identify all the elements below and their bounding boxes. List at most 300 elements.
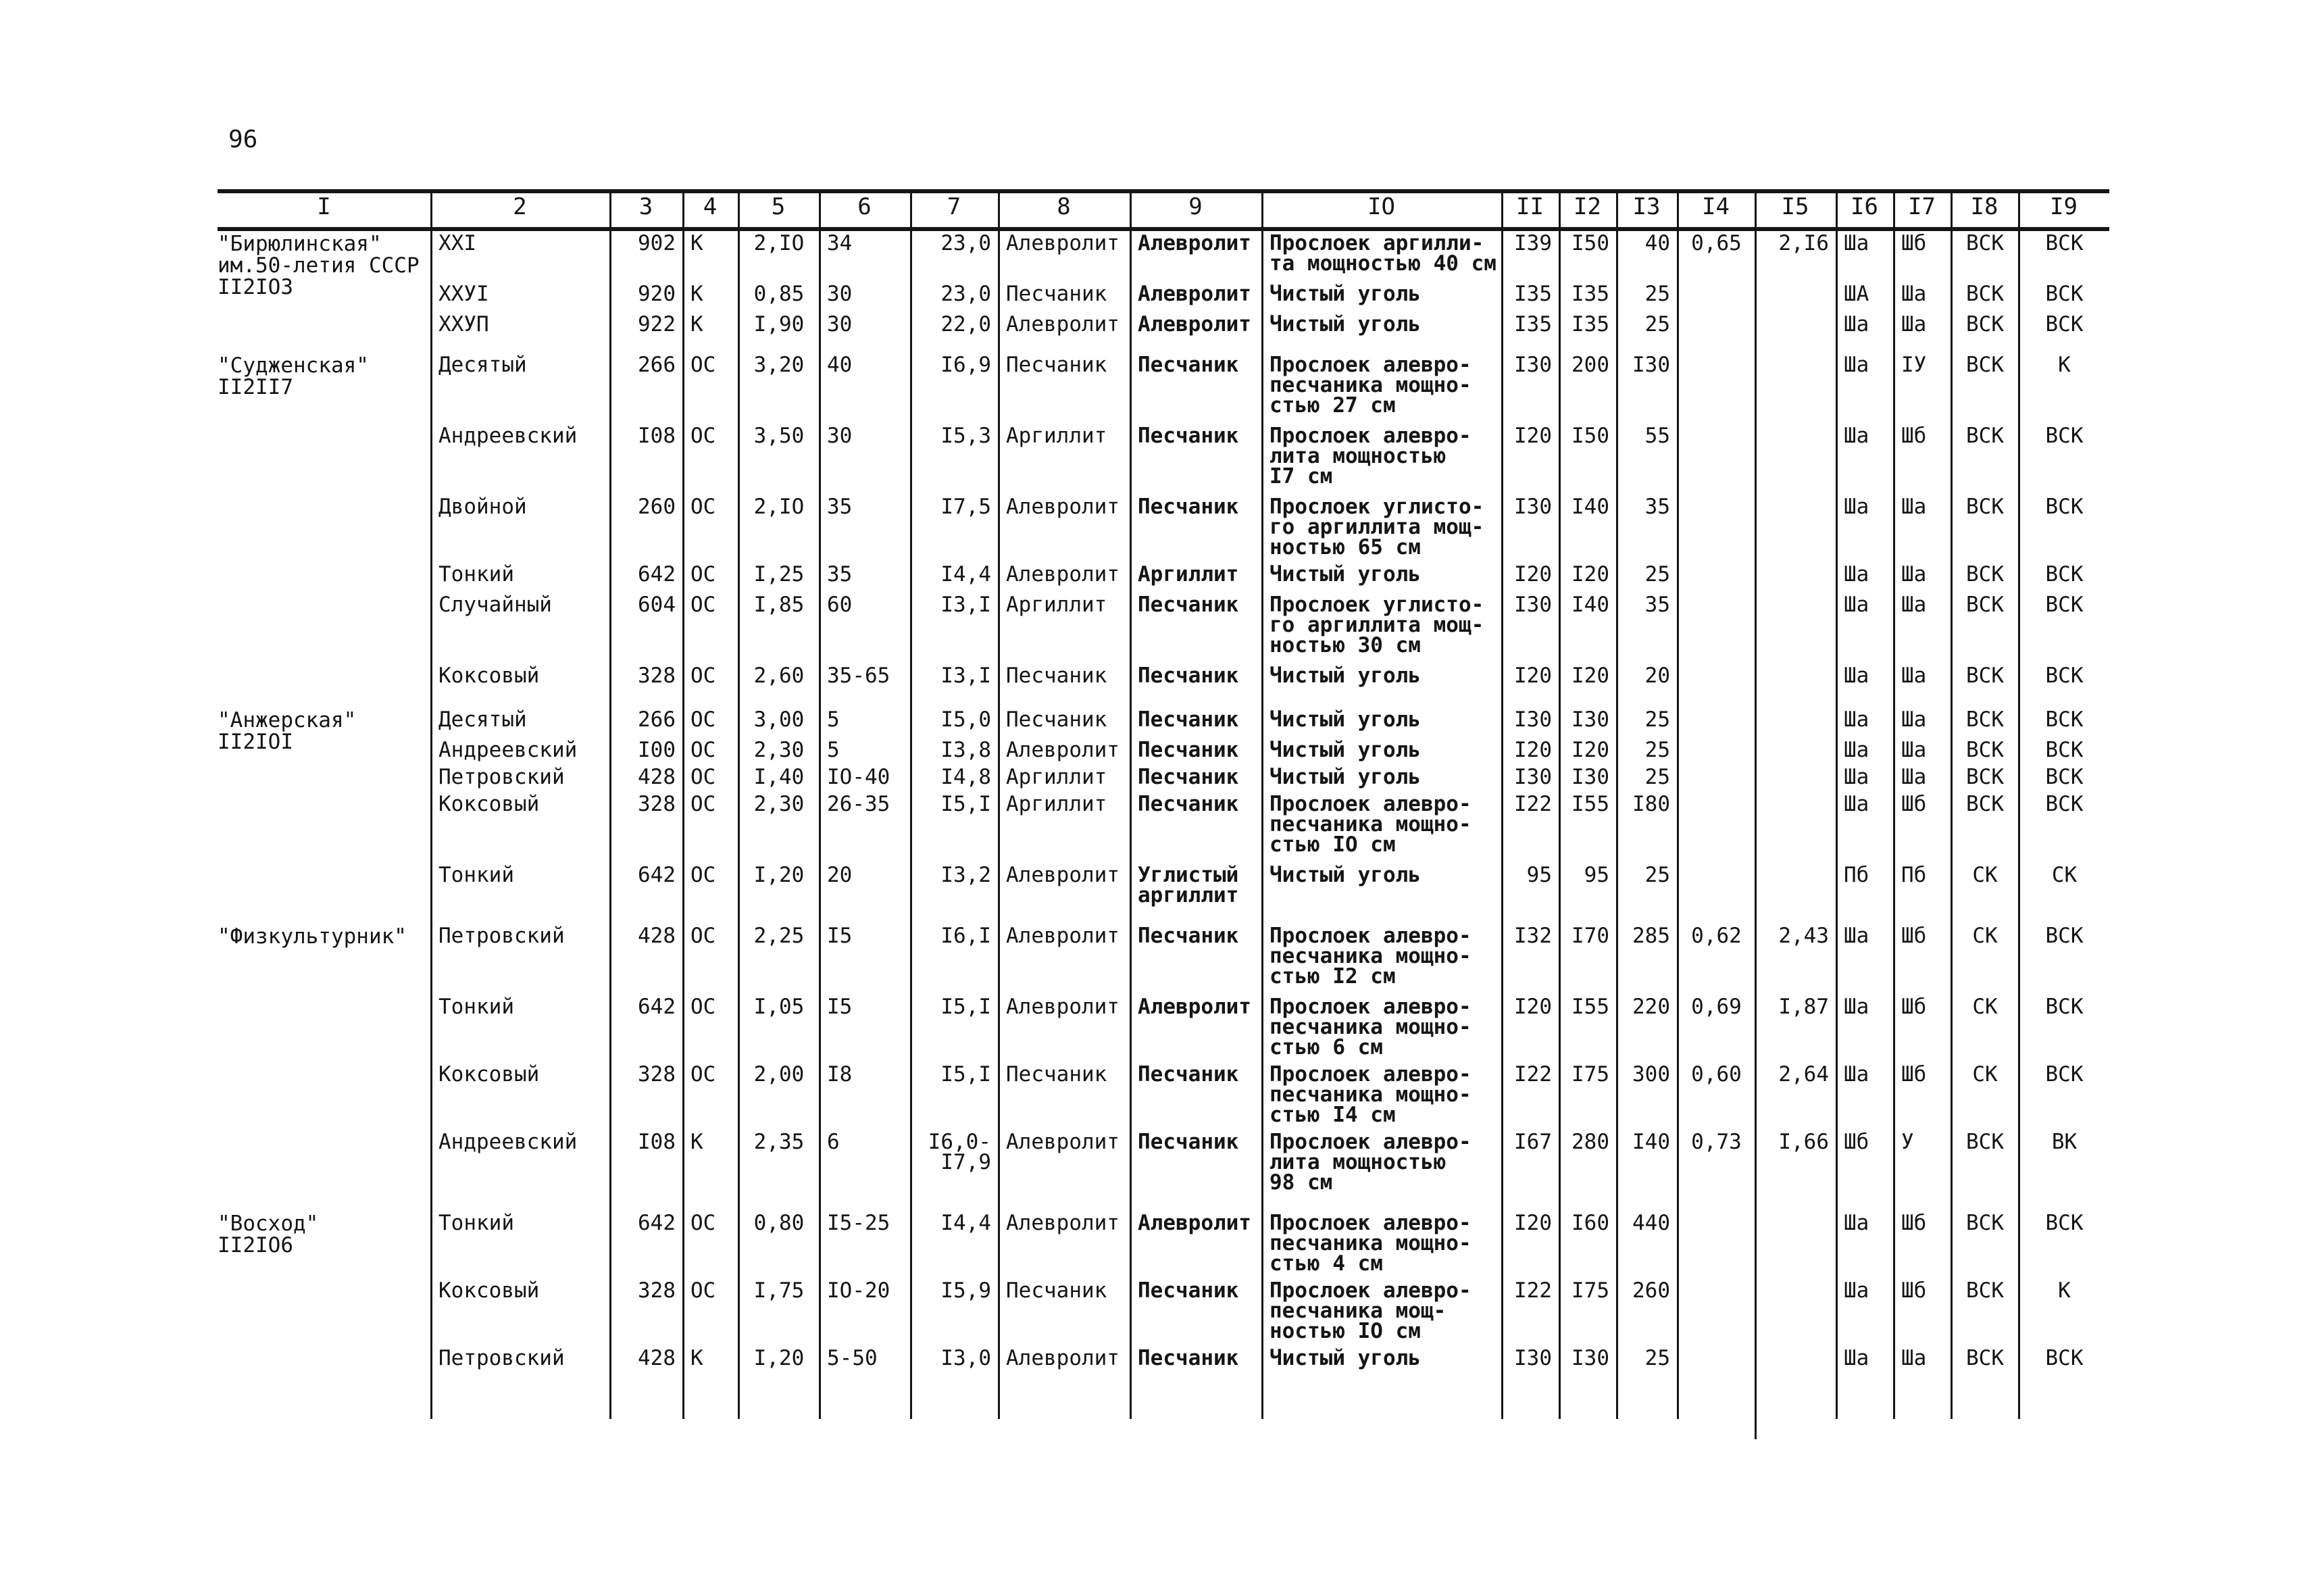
cell-col-10: Прослоек алевро- песчаника мощно- стью 4 см	[1269, 1211, 1472, 1276]
cell-col-18: ВСК	[1966, 593, 2004, 617]
cell-col-8: Аргиллит	[1006, 593, 1107, 617]
page-number: 96	[228, 126, 258, 153]
cell-col-11: I35	[1514, 312, 1552, 336]
cell-col-2: XXУI	[438, 282, 489, 306]
cell-col-8: Алевролит	[1006, 1346, 1120, 1370]
header-cell-17: I7	[1908, 193, 1936, 220]
header-cell-9: 9	[1188, 193, 1203, 220]
cell-col-2: Коксовый	[438, 792, 540, 816]
cell-col-11: I39	[1514, 231, 1552, 255]
cell-col-13: 25	[1644, 562, 1670, 587]
cell-col-4: ОС	[690, 995, 716, 1019]
cell-col-9: Алевролит	[1138, 312, 1251, 336]
cell-col-17: Шб	[1901, 924, 1927, 948]
cell-col-18: СК	[1972, 863, 1998, 887]
cell-col-13: 55	[1644, 424, 1670, 448]
cell-col-3: I08	[638, 1130, 676, 1154]
cell-col-9: Алевролит	[1138, 282, 1251, 306]
cell-col-13: 25	[1644, 765, 1670, 789]
cell-col-16: Ша	[1844, 231, 1869, 255]
cell-col-19: ВСК	[2045, 495, 2084, 519]
cell-col-6: 26-35	[827, 792, 890, 816]
cell-col-16: Ша	[1844, 738, 1869, 762]
cell-col-5: I,40	[753, 765, 805, 789]
cell-col-2: Тонкий	[438, 1211, 514, 1235]
cell-col-4: ОС	[690, 738, 716, 762]
cell-col-2: Андреевский	[438, 424, 578, 448]
cell-col-8: Песчаник	[1006, 282, 1107, 306]
cell-col-3: 328	[638, 1062, 676, 1087]
header-cell-19: I9	[2050, 193, 2078, 220]
cell-col-10: Чистый уголь	[1269, 863, 1421, 887]
cell-col-11: I30	[1514, 765, 1552, 789]
cell-col-12: I75	[1571, 1062, 1609, 1087]
cell-col-4: ОС	[690, 495, 716, 519]
cell-col-8: Песчаник	[1006, 1278, 1107, 1303]
cell-col-9: Песчаник	[1138, 1346, 1239, 1370]
cell-col-19: ВСК	[2045, 924, 2084, 948]
cell-col-5: I,20	[753, 863, 805, 887]
cell-col-8: Песчаник	[1006, 707, 1107, 732]
cell-col-17: IУ	[1901, 353, 1927, 377]
cell-col-5: 2,30	[753, 792, 805, 816]
cell-col-19: ВСК	[2045, 562, 2084, 587]
cell-col-18: ВСК	[1966, 312, 2004, 336]
cell-col-11: I30	[1514, 495, 1552, 519]
cell-col-17: Шб	[1901, 424, 1927, 448]
cell-col-5: 2,IO	[753, 495, 805, 519]
header-cell-1: I	[317, 193, 331, 220]
cell-col-6: 5	[827, 738, 840, 762]
cell-col-4: ОС	[690, 765, 716, 789]
cell-col-18: СК	[1972, 1062, 1998, 1087]
cell-col-16: Ша	[1844, 707, 1869, 732]
cell-col-16: Ша	[1844, 495, 1869, 519]
cell-col-11: I30	[1514, 593, 1552, 617]
cell-col-11: I30	[1514, 353, 1552, 377]
cell-col-6: 20	[827, 863, 853, 887]
cell-col-16: Ша	[1844, 1278, 1869, 1303]
cell-col-3: 328	[638, 664, 676, 688]
header-cell-3: 3	[638, 193, 653, 220]
cell-col-3: 642	[638, 995, 676, 1019]
cell-col-17: Ша	[1901, 593, 1927, 617]
cell-col-8: Алевролит	[1006, 312, 1120, 336]
cell-col-5: 3,50	[753, 424, 805, 448]
cell-col-17: Шб	[1901, 1062, 1927, 1087]
cell-col-14: 0,60	[1691, 1062, 1742, 1087]
cell-col-18: ВСК	[1966, 282, 2004, 306]
cell-col-10: Чистый уголь	[1269, 738, 1421, 762]
cell-col-12: I50	[1571, 424, 1609, 448]
cell-col-10: Чистый уголь	[1269, 282, 1421, 306]
cell-col-12: I75	[1571, 1278, 1609, 1303]
cell-col-7: I5,9	[940, 1278, 991, 1303]
cell-col-10: Чистый уголь	[1269, 312, 1421, 336]
cell-col-6: IO-40	[827, 765, 890, 789]
cell-col-7: I6,9	[940, 353, 991, 377]
cell-col-3: 604	[638, 593, 676, 617]
column-divider	[1755, 189, 1757, 1439]
cell-col-2: Тонкий	[438, 863, 514, 887]
cell-col-5: I,75	[753, 1278, 805, 1303]
cell-col-7: I3,0	[940, 1346, 991, 1370]
cell-col-14: 0,65	[1691, 231, 1742, 255]
cell-col-18: ВСК	[1966, 495, 2004, 519]
cell-col-17: Шб	[1901, 1278, 1927, 1303]
header-cell-2: 2	[513, 193, 527, 220]
cell-col-19: ВСК	[2045, 664, 2084, 688]
cell-col-5: 2,60	[753, 664, 805, 688]
cell-col-6: 5	[827, 707, 840, 732]
cell-col-10: Прослоек алевро- песчаника мощ- ностью IO см	[1269, 1278, 1472, 1343]
cell-col-8: Песчаник	[1006, 664, 1107, 688]
cell-col-12: I35	[1571, 282, 1609, 306]
cell-col-8: Алевролит	[1006, 924, 1120, 948]
cell-col-6: I5	[827, 995, 853, 1019]
cell-col-16: Пб	[1844, 863, 1869, 887]
cell-col-18: ВСК	[1966, 1130, 2004, 1154]
cell-col-9: Алевролит	[1138, 995, 1251, 1019]
cell-col-18: ВСК	[1966, 424, 2004, 448]
cell-col-14: 0,73	[1691, 1130, 1742, 1154]
cell-col-6: 35	[827, 495, 853, 519]
cell-col-19: ВСК	[2045, 282, 2084, 306]
cell-col-10: Прослоек алевро- песчаника мощно- стью I2 см	[1269, 924, 1472, 989]
cell-col-2: Коксовый	[438, 1278, 540, 1303]
cell-col-16: Ша	[1844, 1062, 1869, 1087]
cell-col-13: 260	[1632, 1278, 1670, 1303]
cell-col-9: Песчаник	[1138, 1062, 1239, 1087]
cell-col-3: 266	[638, 707, 676, 732]
cell-col-8: Алевролит	[1006, 863, 1120, 887]
column-divider	[2018, 189, 2020, 1419]
cell-col-19: ВСК	[2045, 593, 2084, 617]
cell-col-7: I4,4	[940, 1211, 991, 1235]
cell-col-16: ША	[1844, 282, 1869, 306]
cell-col-7: I3,I	[940, 593, 991, 617]
cell-col-18: ВСК	[1966, 231, 2004, 255]
cell-col-15: 2,I6	[1778, 231, 1829, 255]
cell-col-17: Ша	[1901, 738, 1927, 762]
cell-col-17: У	[1901, 1130, 1914, 1154]
cell-col-11: I20	[1514, 995, 1552, 1019]
cell-col-7: I5,3	[940, 424, 991, 448]
mine-name: "Физкультурник"	[218, 924, 407, 949]
cell-col-16: Ша	[1844, 995, 1869, 1019]
cell-col-9: Песчаник	[1138, 738, 1239, 762]
cell-col-7: I6,I	[940, 924, 991, 948]
mine-name: "Анжерская" II2IOI	[218, 708, 357, 754]
cell-col-13: I30	[1632, 353, 1670, 377]
cell-col-2: Петровский	[438, 765, 565, 789]
cell-col-8: Аргиллит	[1006, 765, 1107, 789]
cell-col-17: Ша	[1901, 562, 1927, 587]
cell-col-6: 30	[827, 312, 853, 336]
cell-col-12: 95	[1584, 863, 1609, 887]
cell-col-16: Ша	[1844, 562, 1869, 587]
cell-col-9: Песчаник	[1138, 593, 1239, 617]
cell-col-19: ВСК	[2045, 765, 2084, 789]
header-cell-15: I5	[1781, 193, 1809, 220]
column-divider	[1501, 189, 1503, 1419]
mine-name: "Судженская" II2II7	[218, 353, 369, 399]
cell-col-17: Ша	[1901, 1346, 1927, 1370]
cell-col-6: I8	[827, 1062, 853, 1087]
cell-col-4: ОС	[690, 593, 716, 617]
cell-col-13: 25	[1644, 707, 1670, 732]
cell-col-19: ВСК	[2045, 1346, 2084, 1370]
header-cell-7: 7	[947, 193, 961, 220]
cell-col-17: Ша	[1901, 765, 1927, 789]
cell-col-12: I40	[1571, 495, 1609, 519]
cell-col-19: ВК	[2051, 1130, 2078, 1154]
cell-col-18: ВСК	[1966, 353, 2004, 377]
column-divider	[609, 189, 611, 1419]
column-divider	[682, 189, 684, 1419]
cell-col-3: 642	[638, 562, 676, 587]
cell-col-2: XXУП	[438, 312, 489, 336]
cell-col-5: 0,80	[753, 1211, 805, 1235]
cell-col-6: 6	[827, 1130, 840, 1154]
cell-col-7: I6,0- I7,9	[928, 1130, 991, 1174]
cell-col-10: Прослоек алевро- песчаника мощно- стью 27 см	[1269, 353, 1472, 418]
cell-col-7: I5,0	[940, 707, 991, 732]
cell-col-4: ОС	[690, 562, 716, 587]
cell-col-10: Чистый уголь	[1269, 562, 1421, 587]
cell-col-3: 328	[638, 1278, 676, 1303]
cell-col-12: I40	[1571, 593, 1609, 617]
cell-col-10: Чистый уголь	[1269, 1346, 1421, 1370]
cell-col-10: Прослоек аргилли- та мощностью 40 см	[1269, 231, 1496, 276]
cell-col-5: 2,35	[753, 1130, 805, 1154]
cell-col-11: I22	[1514, 1278, 1552, 1303]
cell-col-7: 23,0	[940, 282, 991, 306]
cell-col-2: Десятый	[438, 353, 527, 377]
cell-col-19: ВСК	[2045, 792, 2084, 816]
cell-col-7: I4,4	[940, 562, 991, 587]
column-divider	[1893, 189, 1895, 1419]
cell-col-13: 25	[1644, 312, 1670, 336]
cell-col-7: I3,2	[940, 863, 991, 887]
cell-col-7: I3,8	[940, 738, 991, 762]
cell-col-9: Углистый аргиллит	[1138, 863, 1239, 907]
cell-col-18: ВСК	[1966, 664, 2004, 688]
cell-col-5: 3,20	[753, 353, 805, 377]
cell-col-9: Песчаник	[1138, 1130, 1239, 1154]
column-divider	[910, 189, 912, 1419]
cell-col-11: I30	[1514, 707, 1552, 732]
cell-col-4: ОС	[690, 664, 716, 688]
cell-col-13: 25	[1644, 282, 1670, 306]
cell-col-4: ОС	[690, 707, 716, 732]
cell-col-4: ОС	[690, 1062, 716, 1087]
cell-col-6: 34	[827, 231, 853, 255]
cell-col-2: Тонкий	[438, 562, 514, 587]
cell-col-18: ВСК	[1966, 1346, 2004, 1370]
cell-col-8: Аргиллит	[1006, 424, 1107, 448]
cell-col-2: Случайный	[438, 593, 552, 617]
cell-col-6: 35-65	[827, 664, 890, 688]
cell-col-10: Прослоек алевро- песчаника мощно- стью IO см	[1269, 792, 1472, 857]
header-cell-14: I4	[1702, 193, 1730, 220]
cell-col-3: 642	[638, 1211, 676, 1235]
cell-col-5: I,25	[753, 562, 805, 587]
cell-col-2: XXI	[438, 231, 476, 255]
cell-col-8: Аргиллит	[1006, 792, 1107, 816]
cell-col-17: Ша	[1901, 495, 1927, 519]
cell-col-6: I5	[827, 924, 853, 948]
cell-col-16: Ша	[1844, 792, 1869, 816]
cell-col-18: ВСК	[1966, 1278, 2004, 1303]
cell-col-11: I20	[1514, 1211, 1552, 1235]
cell-col-10: Чистый уголь	[1269, 664, 1421, 688]
cell-col-2: Тонкий	[438, 995, 514, 1019]
cell-col-5: 2,00	[753, 1062, 805, 1087]
cell-col-18: ВСК	[1966, 765, 2004, 789]
cell-col-5: I,05	[753, 995, 805, 1019]
cell-col-8: Алевролит	[1006, 562, 1120, 587]
cell-col-12: 280	[1571, 1130, 1609, 1154]
cell-col-8: Песчаник	[1006, 353, 1107, 377]
cell-col-5: I,85	[753, 593, 805, 617]
cell-col-7: 23,0	[940, 231, 991, 255]
cell-col-2: Десятый	[438, 707, 527, 732]
cell-col-11: I20	[1514, 738, 1552, 762]
cell-col-14: 0,62	[1691, 924, 1742, 948]
cell-col-2: Петровский	[438, 1346, 565, 1370]
cell-col-3: 428	[638, 765, 676, 789]
cell-col-3: 328	[638, 792, 676, 816]
cell-col-4: К	[690, 231, 703, 255]
cell-col-15: I,87	[1778, 995, 1829, 1019]
cell-col-18: ВСК	[1966, 1211, 2004, 1235]
cell-col-18: ВСК	[1966, 792, 2004, 816]
cell-col-19: ВСК	[2045, 1062, 2084, 1087]
cell-col-4: ОС	[690, 424, 716, 448]
header-cell-8: 8	[1057, 193, 1071, 220]
cell-col-11: I20	[1514, 664, 1552, 688]
cell-col-18: ВСК	[1966, 707, 2004, 732]
cell-col-16: Ша	[1844, 593, 1869, 617]
cell-col-11: I22	[1514, 1062, 1552, 1087]
header-cell-16: I6	[1851, 193, 1878, 220]
cell-col-4: ОС	[690, 1211, 716, 1235]
cell-col-7: I5,I	[940, 1062, 991, 1087]
header-cell-11: II	[1516, 193, 1544, 220]
cell-col-13: 35	[1644, 593, 1670, 617]
cell-col-17: Шб	[1901, 995, 1927, 1019]
cell-col-10: Прослоек алевро- песчаника мощно- стью I4 см	[1269, 1062, 1472, 1127]
cell-col-13: 300	[1632, 1062, 1670, 1087]
cell-col-5: 2,30	[753, 738, 805, 762]
cell-col-12: I55	[1571, 995, 1609, 1019]
cell-col-12: I60	[1571, 1211, 1609, 1235]
cell-col-9: Песчаник	[1138, 792, 1239, 816]
cell-col-11: I30	[1514, 1346, 1552, 1370]
cell-col-12: I30	[1571, 707, 1609, 732]
cell-col-10: Прослоек углисто- го аргиллита мощ- ностью 30 см	[1269, 593, 1484, 657]
cell-col-12: I20	[1571, 562, 1609, 587]
cell-col-16: Ша	[1844, 664, 1869, 688]
cell-col-3: 260	[638, 495, 676, 519]
cell-col-9: Песчаник	[1138, 707, 1239, 732]
cell-col-16: Ша	[1844, 1211, 1869, 1235]
cell-col-2: Двойной	[438, 495, 527, 519]
cell-col-13: 285	[1632, 924, 1670, 948]
cell-col-13: 20	[1644, 664, 1670, 688]
cell-col-16: Ша	[1844, 353, 1869, 377]
column-divider	[1559, 189, 1561, 1419]
column-divider	[819, 189, 821, 1419]
column-divider	[1616, 189, 1618, 1419]
cell-col-16: Ша	[1844, 1346, 1869, 1370]
cell-col-10: Прослоек алевро- песчаника мощно- стью 6 см	[1269, 995, 1472, 1059]
header-cell-5: 5	[771, 193, 786, 220]
cell-col-8: Алевролит	[1006, 495, 1120, 519]
cell-col-13: 25	[1644, 863, 1670, 887]
cell-col-3: I08	[638, 424, 676, 448]
column-divider	[430, 189, 432, 1419]
column-divider	[1130, 189, 1132, 1419]
cell-col-10: Прослоек алевро- лита мощностью 98 см	[1269, 1130, 1472, 1195]
cell-col-5: 2,IO	[753, 231, 805, 255]
cell-col-3: I00	[638, 738, 676, 762]
cell-col-17: Ша	[1901, 312, 1927, 336]
cell-col-19: ВСК	[2045, 995, 2084, 1019]
cell-col-13: 25	[1644, 738, 1670, 762]
cell-col-19: К	[2058, 1278, 2071, 1303]
cell-col-15: I,66	[1778, 1130, 1829, 1154]
mine-name: "Бирюлинская" им.50-летия СССР II2IO3	[218, 232, 420, 299]
cell-col-2: Коксовый	[438, 664, 540, 688]
cell-col-7: I7,5	[940, 495, 991, 519]
column-divider	[998, 189, 1000, 1419]
cell-col-12: I20	[1571, 664, 1609, 688]
cell-col-5: 2,25	[753, 924, 805, 948]
cell-col-9: Песчаник	[1138, 353, 1239, 377]
header-cell-18: I8	[1970, 193, 1998, 220]
cell-col-18: СК	[1972, 995, 1998, 1019]
cell-col-10: Чистый уголь	[1269, 707, 1421, 732]
cell-col-8: Алевролит	[1006, 1130, 1120, 1154]
cell-col-3: 922	[638, 312, 676, 336]
cell-col-6: 5-50	[827, 1346, 878, 1370]
cell-col-12: I30	[1571, 1346, 1609, 1370]
cell-col-11: I22	[1514, 792, 1552, 816]
cell-col-4: К	[690, 1130, 703, 1154]
cell-col-2: Коксовый	[438, 1062, 540, 1087]
cell-col-4: ОС	[690, 1278, 716, 1303]
cell-col-3: 642	[638, 863, 676, 887]
cell-col-18: СК	[1972, 924, 1998, 948]
cell-col-12: I30	[1571, 765, 1609, 789]
cell-col-17: Шб	[1901, 231, 1927, 255]
cell-col-17: Шб	[1901, 1211, 1927, 1235]
header-cell-13: I3	[1632, 193, 1661, 220]
cell-col-19: ВСК	[2045, 312, 2084, 336]
cell-col-2: Андреевский	[438, 738, 578, 762]
cell-col-9: Песчаник	[1138, 924, 1239, 948]
cell-col-5: 3,00	[753, 707, 805, 732]
cell-col-17: Ша	[1901, 664, 1927, 688]
cell-col-19: ВСК	[2045, 707, 2084, 732]
cell-col-2: Андреевский	[438, 1130, 578, 1154]
cell-col-13: 40	[1644, 231, 1670, 255]
cell-col-7: I3,I	[940, 664, 991, 688]
cell-col-3: 428	[638, 924, 676, 948]
cell-col-3: 428	[638, 1346, 676, 1370]
